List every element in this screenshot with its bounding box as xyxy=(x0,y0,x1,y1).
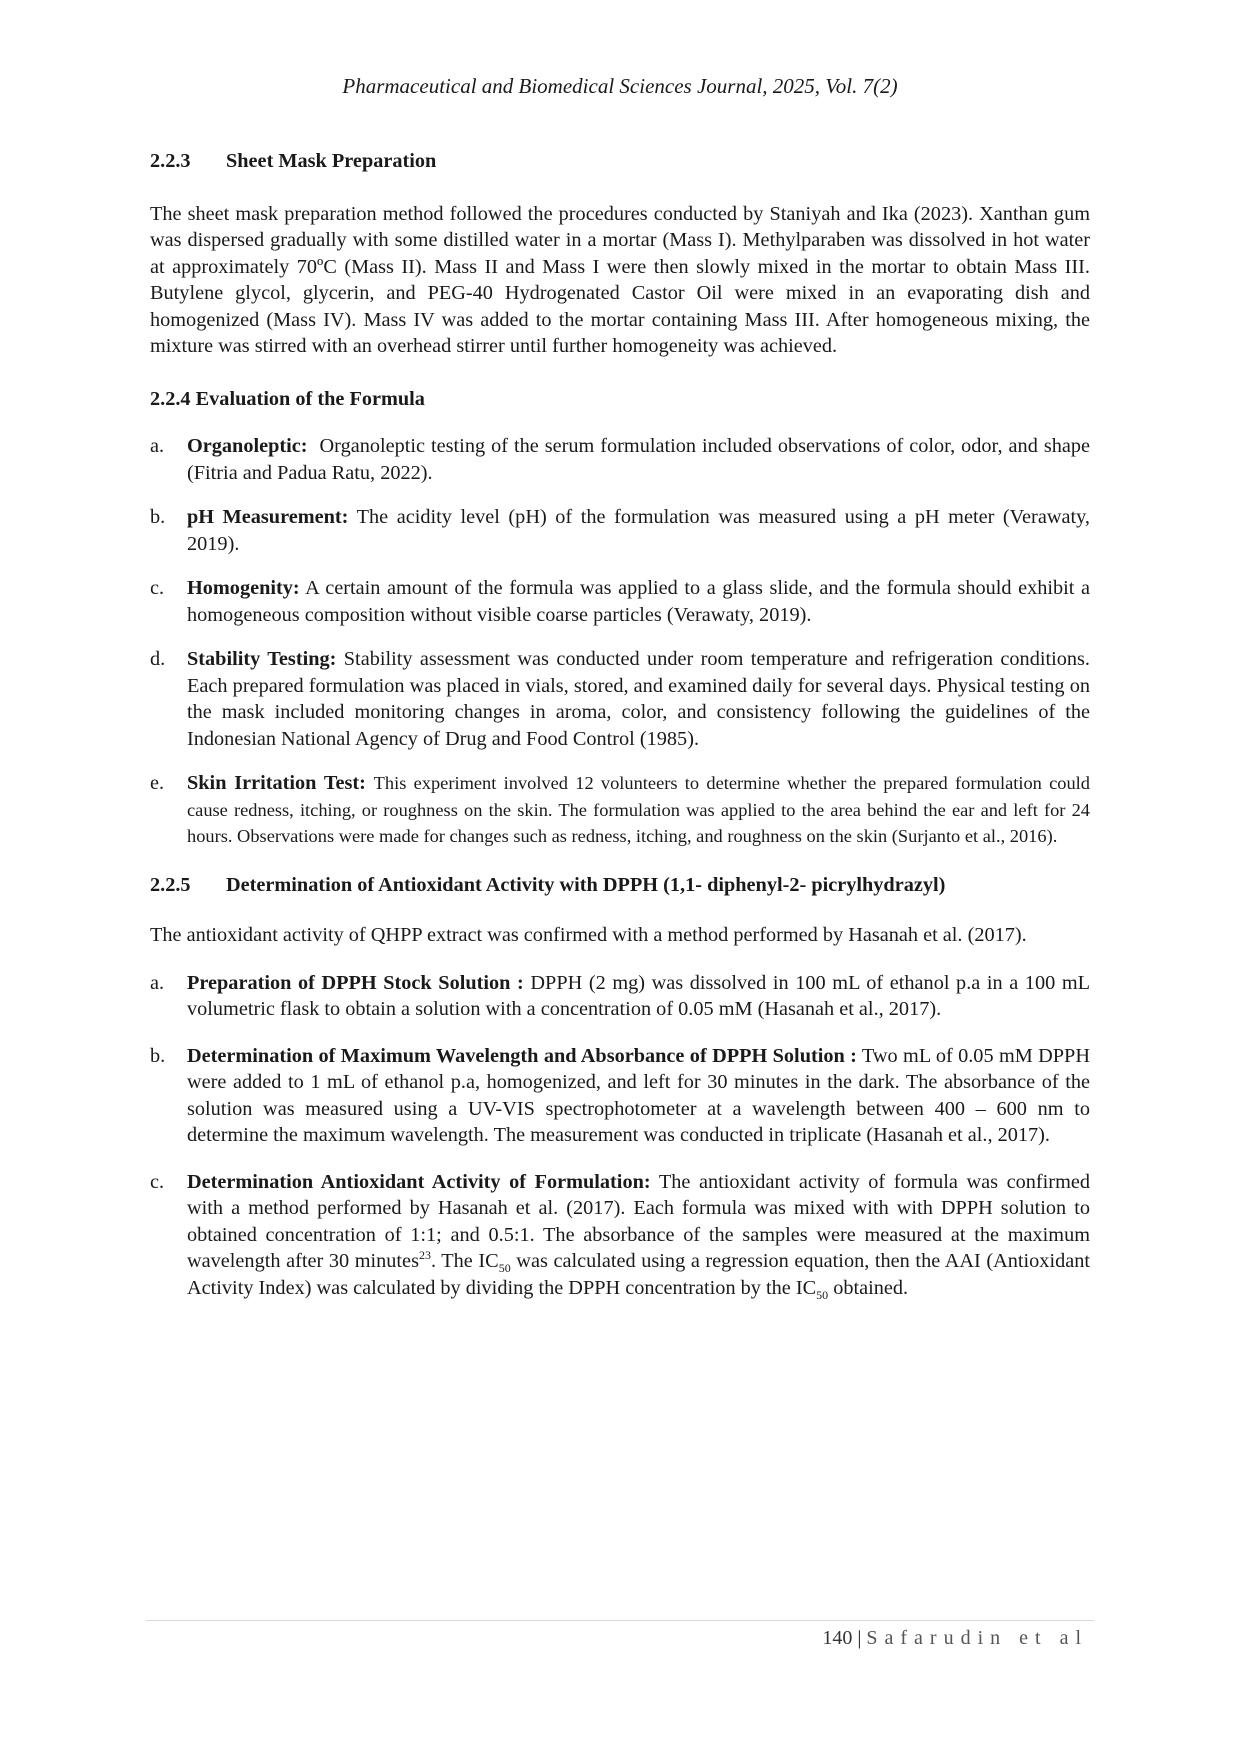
list-item-organoleptic: a. Organoleptic: Organoleptic testing of the serum formulation included observations of color, odor, and shape (Fitria and Padua Ratu, 2022). xyxy=(150,435,1090,484)
subscript: 50 xyxy=(816,1287,829,1302)
item-text: A certain amount of the formula was applied to a glass slide, and the formula should exhibit a homogeneous composition without visible coarse particles (Verawaty, 2019). xyxy=(187,577,1091,626)
item-text: Two mL of 0.05 mM DPPH were added to 1 mL of ethanol p.a, homogenized, and left for 30 minutes in the dark. The absorbance of the solution was measured using a UV-VIS spectrophotometer at a wavelength between 400 – 600 nm to determine the maximum wavelength. The measurement was conducted in triplicate (Hasanah et al., 2017). xyxy=(187,1044,1090,1146)
item-label: Determination Antioxidant Activity of Formulation: xyxy=(187,1170,651,1193)
list-item-ph: b. pH Measurement: The acidity level (pH) of the formulation was measured using a pH meter (Verawaty, 2019). xyxy=(150,506,1090,555)
list-item-antioxidant-formulation: c. Determination Antioxidant Activity of Formulation: The antioxidant activity of formula was confirmed with a method performed by Hasanah et al. (2017). Each formula was mixed with with DPPH solution to obtained concentration of 1:1; and 0.5:1. The absorbance of the samples were measured at the maximum wavelength after 30 minutes$^{23}$. The $IC_{50}$ was calculated using a regression equation, then the AAI (Antioxidant Activity Index) was calculated by dividing the DPPH concentration by the $IC_{50}$ obtained. xyxy=(150,1170,1090,1302)
item-label: Preparation of DPPH Stock Solution : xyxy=(187,971,524,994)
list-item-dpph-stock: a. Preparation of DPPH Stock Solution : DPPH (2 mg) was dissolved in 100 mL of ethanol p.a in a 100 mL volumetric flask to obtain a solution with a concentration of 0.05 mM (Hasanah et al., 2017). xyxy=(150,971,1090,1020)
list-item-skin-irritation: e. Skin Irritation Test: This experiment involved 12 volunteers to determine whether the prepared formulation could cause redness, itching, or roughness on the skin. The formulation was applied to the area behind the ear and left for 24 hours. Observations were made for changes such as redness, itching, and roughness on the skin (Surjanto et al., 2016). xyxy=(150,772,1090,846)
running-head: Pharmaceutical and Biomedical Sciences Journal, 2025, Vol. 7(2) xyxy=(342,74,898,98)
footer-separator: | xyxy=(852,1627,867,1649)
item-text: The antioxidant activity of formula was confirmed with a method performed by Hasanah et al. (2017). Each formula was mixed with with DPPH solution to obtained concentration of 1:1; and 0.5:1. The absorbance of the samples were measured at the maximum wavelength after 30 minutes xyxy=(187,1170,1090,1272)
section-2-2-5-heading xyxy=(150,872,1090,899)
list-item-max-wavelength: b. Determination of Maximum Wavelength and Absorbance of DPPH Solution : Two mL of 0.05 mM DPPH were added to 1 mL of ethanol p.a, homogenized, and left for 30 minutes in the dark. The absorbance of the solution was measured using a UV-VIS spectrophotometer at a wavelength between 400 – 600 nm to determine the maximum wavelength. The measurement was conducted in triplicate (Hasanah et al., 2017). xyxy=(150,1044,1090,1146)
section-2-2-3-heading xyxy=(150,148,1090,175)
list-item-homogenity: c. Homogenity: A certain amount of the formula was applied to a glass slide, and the formula should exhibit a homogeneous composition without visible coarse particles (Verawaty, 2019). xyxy=(150,577,1091,626)
item-label: pH Measurement: xyxy=(187,506,349,528)
section-number: 2.2.5 xyxy=(150,873,191,896)
page-footer xyxy=(822,1627,1088,1650)
section-title: Sheet Mask Preparation xyxy=(226,150,437,172)
item-text: The acidity level (pH) of the formulation was measured using a pH meter (Verawaty, 2019). xyxy=(187,506,1090,555)
footer-author: Safarudin et al xyxy=(866,1627,1088,1649)
list-item-stability: d. Stability Testing: Stability assessment was conducted under room temperature and refrigeration conditions. Each prepared formulation was placed in vials, stored, and examined daily for several days. Physical testing on the mask included monitoring changes in aroma, color, and consistency following the guidelines of the Indonesian National Agency of Drug and Food Control (1985). xyxy=(150,648,1090,750)
citation-superscript: 23 xyxy=(418,1248,431,1263)
footer-divider xyxy=(146,1620,1094,1621)
item-label: Homogenity: xyxy=(187,577,300,599)
section-title: Determination of Antioxidant Activity with DPPH (1,1- diphenyl-2- picrylhydrazyl) xyxy=(226,873,946,896)
item-text: DPPH (2 mg) was dissolved in 100 mL of ethanol p.a in a 100 mL volumetric flask to obtain a solution with a concentration of 0.05 mM (Hasanah et al., 2017). xyxy=(187,971,1090,1020)
item-label: Skin Irritation Test: xyxy=(187,772,366,794)
item-text: Organoleptic testing of the serum formulation included observations of color, odor, and shape (Fitria and Padua Ratu, 2022). xyxy=(187,435,1090,484)
item-text: Stability assessment was conducted under room temperature and refrigeration conditions. Each prepared formulation was placed in vials, stored, and examined daily for several days. Physical testing on the mask included monitoring changes in aroma, color, and consistency following the guidelines of the Indonesian National Agency of Drug and Food Control (1985). xyxy=(187,648,1090,750)
section-2-2-4-heading: 2.2.4 Evaluation of the Formula xyxy=(150,387,425,410)
item-label: Determination of Maximum Wavelength and Absorbance of DPPH Solution : xyxy=(187,1044,857,1067)
item-label: Stability Testing: xyxy=(187,648,337,670)
section-2-2-5-paragraph: The antioxidant activity of QHPP extract was confirmed with a method performed by Hasanah et al. (2017). xyxy=(150,924,1027,946)
main-content xyxy=(150,148,1090,1301)
item-text: This experiment involved 12 volunteers to determine whether the prepared formulation could cause redness, itching, or roughness on the skin. The formulation was applied to the area behind the ear and left for 24 hours. Observations were made for changes such as redness, itching, and roughness on the skin (Surjanto et al., 2016). xyxy=(187,773,1090,846)
section-2-2-3-paragraph: The sheet mask preparation method followed the procedures conducted by Staniyah and Ika (2023). Xanthan gum was dispersed gradually with some distilled water in a mortar (Mass I). Methylparaben was dissolved in hot water at approximately 70ºC (Mass II). Mass II and Mass I were then slowly mixed in the mortar to obtain Mass III. Butylene glycol, glycerin, and PEG-40 Hydrogenated Castor Oil were mixed in an evaporating dish and homogenized (Mass IV). Mass IV was added to the mortar containing Mass III. After homogeneous mixing, the mixture was stirred with an overhead stirrer until further homogeneity was achieved. xyxy=(150,202,1090,357)
subscript: 50 xyxy=(498,1261,511,1276)
section-number: 2.2.3 xyxy=(150,150,191,172)
page-number: 140 xyxy=(822,1627,853,1649)
item-label: Organoleptic: xyxy=(187,435,308,457)
